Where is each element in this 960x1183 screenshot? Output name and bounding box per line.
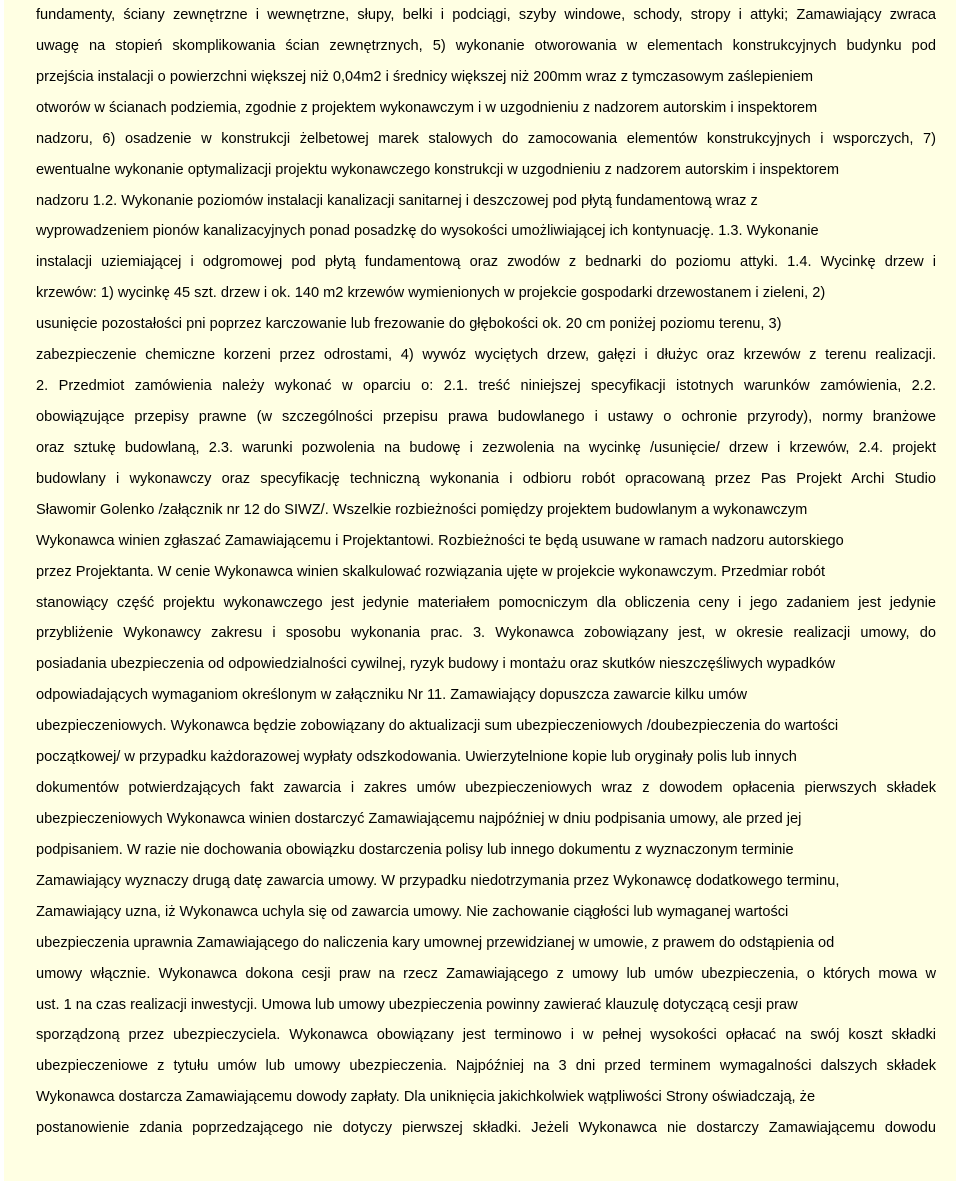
text-line: ubezpieczenia uprawnia Zamawiającego do naliczenia kary umownej przewidzianej w umowie, z prawem do odstąpienia od xyxy=(36,934,835,951)
text-line: sporządzoną przez ubezpieczyciela. Wykonawca obowiązany jest terminowo i w pełnej wysokości opłacać na swój koszt składki xyxy=(36,1027,936,1044)
text-line: instalacji uziemiającej i odgromowej pod płytą fundamentową oraz zwodów z bednarki do poziomu attyki. 1.4. Wycinkę drzew i xyxy=(36,254,936,271)
text-line: umowy włącznie. Wykonawca dokona cesji praw na rzecz Zamawiającego z umowy lub umów ubezpieczenia, o których mowa w xyxy=(36,965,936,982)
text-line: postanowienie zdania poprzedzającego nie dotyczy pierwszej składki. Jeżeli Wykonawca nie dostarczy Zamawiającemu dowodu xyxy=(36,1120,936,1137)
text-line: budowlany i wykonawczy oraz specyfikację techniczną wykonania i odbioru robót opracowaną przez Pas Projekt Archi Studio xyxy=(36,470,936,487)
text-line: fundamenty, ściany zewnętrzne i wewnętrzne, słupy, belki i podciągi, szyby windowe, schody, stropy i attyki; Zamawiający zwraca xyxy=(36,7,936,23)
text-line: Wykonawca winien zgłaszać Zamawiającemu i Projektantowi. Rozbieżności te będą usuwane w ramach nadzoru autorskiego xyxy=(36,532,844,549)
text-line: otworów w ścianach podziemia, zgodnie z projektem wykonawczym i w uzgodnieniu z nadzorem autorskim i inspektorem xyxy=(36,99,818,116)
text-line: posiadania ubezpieczenia od odpowiedzialności cywilnej, ryzyk budowy i montażu oraz skutków nieszczęśliwych wypadków xyxy=(36,656,836,673)
text-line: wyprowadzeniem pionów kanalizacyjnych ponad posadzkę do wysokości umożliwiającej ich kontynuację. 1.3. Wykonanie xyxy=(36,223,819,240)
text-line: ubezpieczeniowych. Wykonawca będzie zobowiązany do aktualizacji sum ubezpieczeniowych /doubezpieczenia do wartości xyxy=(36,718,839,735)
text-line: nadzoru, 6) osadzenie w konstrukcji żelbetowej marek stalowych do zamocowania elementów konstrukcyjnych i wsporczych, 7) xyxy=(36,130,936,147)
text-line: podpisaniem. W razie nie dochowania obowiązku dostarczenia polisy lub innego dokumentu z wyznaczonym terminie xyxy=(36,841,794,858)
text-line: krzewów: 1) wycinkę 45 szt. drzew i ok. 140 m2 krzewów wymienionych w projekcie gospodarki drzewostanem i zieleni, 2) xyxy=(36,285,826,302)
text-line: Wykonawca dostarcza Zamawiającemu dowody zapłaty. Dla uniknięcia jakichkolwiek wątpliwości Strony oświadczają, że xyxy=(36,1089,816,1106)
text-line: nadzoru 1.2. Wykonanie poziomów instalacji kanalizacji sanitarnej i deszczowej pod płytą fundamentową wraz z xyxy=(36,192,758,209)
text-line: obowiązujące przepisy prawne (w szczególności przepisu prawa budowlanego i ustawy o ochronie przyrody), normy branżowe xyxy=(36,408,936,425)
text-line: ubezpieczeniowych Wykonawca winien dostarczyć Zamawiającemu najpóźniej w dniu podpisania umowy, ale przed jej xyxy=(36,810,802,827)
text-line: stanowiący część projektu wykonawczego jest jedynie materiałem pomocniczym dla obliczenia ceny i jego zadaniem jest jedynie xyxy=(36,594,936,611)
text-line: dokumentów potwierdzających fakt zawarcia i zakres umów ubezpieczeniowych wraz z dowodem opłacenia pierwszych składek xyxy=(36,780,936,797)
text-line: uwagę na stopień skomplikowania ścian zewnętrznych, 5) wykonanie otworowania w elementach konstrukcyjnych budynku pod xyxy=(36,37,936,54)
text-line: początkowej/ w przypadku każdorazowej wypłaty odszkodowania. Uwierzytelnione kopie lub oryginały polis lub innych xyxy=(36,749,797,766)
text-line: oraz sztukę budowlaną, 2.3. warunki pozwolenia na budowę i zezwolenia na wycinkę /usunięcie/ drzew i krzewów, 2.4. projekt xyxy=(36,439,936,456)
text-line: Zamawiający wyznaczy drugą datę zawarcia umowy. W przypadku niedotrzymania przez Wykonawcę dodatkowego terminu, xyxy=(36,872,840,889)
text-line: ewentualne wykonanie optymalizacji projektu wykonawczego konstrukcji w uzgodnieniu z nadzorem autorskim i inspektorem xyxy=(36,161,840,178)
text-line: usunięcie pozostałości pni poprzez karczowanie lub frezowanie do głębokości ok. 20 cm poniżej poziomu terenu, 3) xyxy=(36,316,782,333)
text-line: przejścia instalacji o powierzchni większej niż 0,04m2 i średnicy większej niż 200mm wraz z tymczasowym zaślepieniem xyxy=(36,68,813,85)
text-line: 2. Przedmiot zamówienia należy wykonać w oparciu o: 2.1. treść niniejszej specyfikacji istotnych warunków zamówienia, 2.2. xyxy=(36,378,936,395)
text-line: przez Projektanta. W cenie Wykonawca winien skalkulować rozwiązania ujęte w projekcie wykonawczym. Przedmiar robót xyxy=(36,563,826,580)
text-line: Zamawiający uzna, iż Wykonawca uchyla się od zawarcia umowy. Nie zachowanie ciągłości lub wymaganej wartości xyxy=(36,903,789,920)
document-body xyxy=(36,0,936,1144)
text-line: odpowiadających wymaganiom określonym w załączniku Nr 11. Zamawiający dopuszcza zawarcie kilku umów xyxy=(36,687,748,704)
document-page xyxy=(4,0,956,1181)
text-line: przybliżenie Wykonawcy zakresu i sposobu wykonania prac. 3. Wykonawca zobowiązany jest, w okresie realizacji umowy, do xyxy=(36,625,936,642)
text-line: ust. 1 na czas realizacji inwestycji. Umowa lub umowy ubezpieczenia powinny zawierać klauzulę dotyczącą cesji praw xyxy=(36,996,798,1013)
text-line: zabezpieczenie chemiczne korzeni przez odrostami, 4) wywóz wyciętych drzew, gałęzi i dłużyc oraz krzewów z terenu realizacji. xyxy=(36,347,936,364)
text-line: ubezpieczeniowe z tytułu umów lub umowy ubezpieczenia. Najpóźniej na 3 dni przed terminem wymagalności dalszych składek xyxy=(36,1058,936,1075)
text-line: Sławomir Golenko /załącznik nr 12 do SIWZ/. Wszelkie rozbieżności pomiędzy projektem budowlanym a wykonawczym xyxy=(36,501,808,518)
